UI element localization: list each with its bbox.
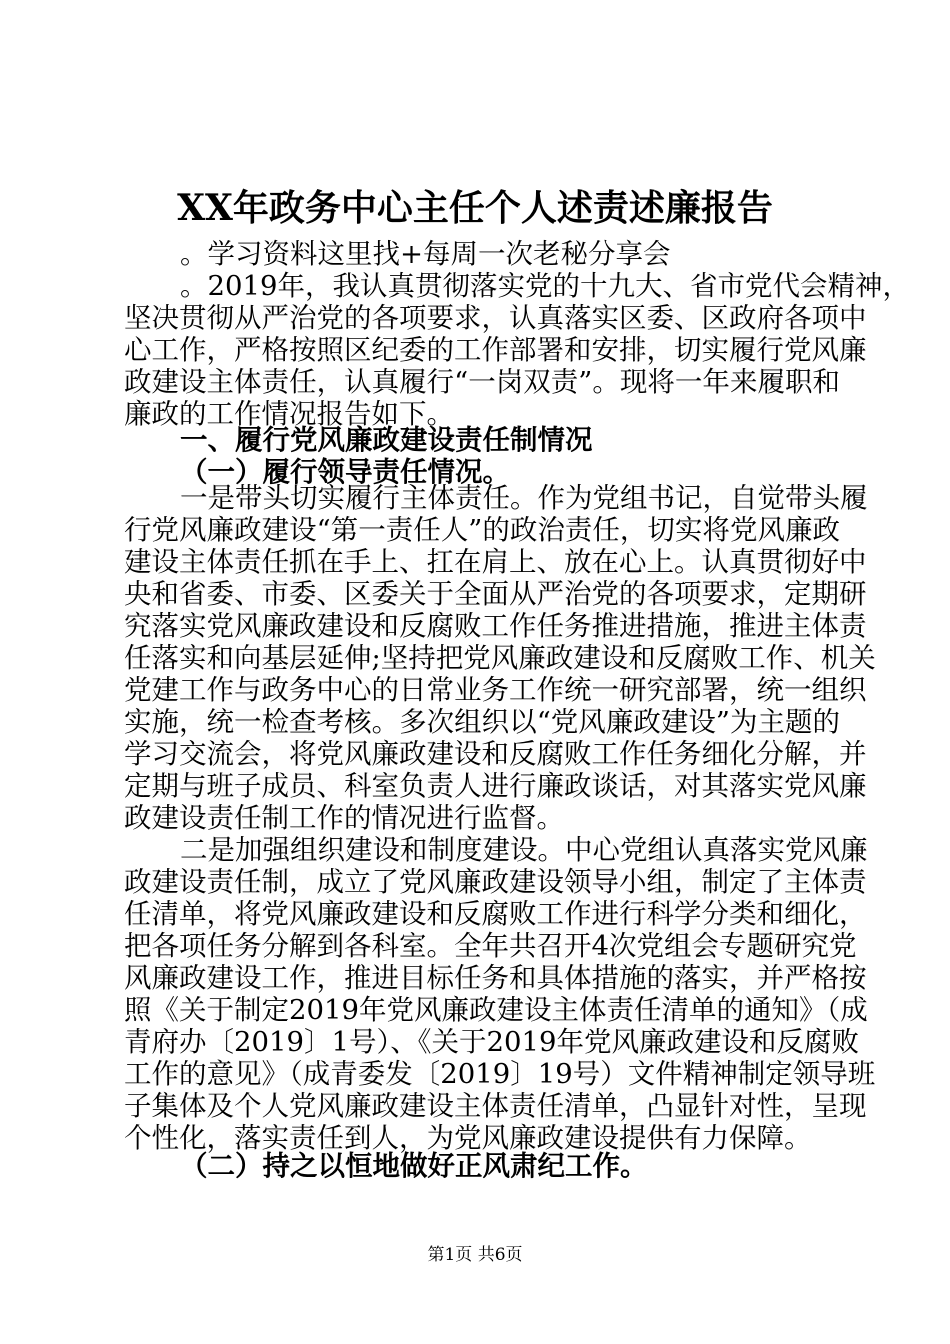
paragraph-line: 定期与班子成员、科室负责人进行廉政谈话，对其落实党风廉 xyxy=(124,770,867,802)
paragraph-line: 政建设主体责任，认真履行“一岗双责”。现将一年来履职和 xyxy=(124,366,840,398)
section-heading: 一、履行党风廉政建设责任制情况 xyxy=(180,424,593,456)
paragraph-line: 。2019年，我认真贯彻落实党的十九大、省市党代会精神， xyxy=(180,270,910,302)
paragraph-line: 政建设责任制，成立了党风廉政建设领导小组，制定了主体责 xyxy=(124,866,867,898)
document-title: XX年政务中心主任个人述责述廉报告 xyxy=(177,187,773,229)
paragraph-line: 行党风廉政建设“第一责任人”的政治责任，切实将党风廉政 xyxy=(124,514,840,546)
paragraph-line: 二是加强组织建设和制度建设。中心党组认真落实党风廉 xyxy=(180,834,868,866)
paragraph-line: 廉政的工作情况报告如下。 xyxy=(124,398,454,430)
page-number: 第1页 共6页 xyxy=(427,1245,523,1265)
subsection-heading: （二）持之以恒地做好正风肃纪工作。 xyxy=(180,1150,648,1182)
paragraph-line: 坚决贯彻从严治党的各项要求，认真落实区委、区政府各项中 xyxy=(124,302,867,334)
paragraph-line: 央和省委、市委、区委关于全面从严治党的各项要求，定期研 xyxy=(124,578,867,610)
paragraph-line: 政建设责任制工作的情况进行监督。 xyxy=(124,802,564,834)
paragraph-line: 党建工作与政务中心的日常业务工作统一研究部署，统一组织 xyxy=(124,674,867,706)
paragraph-line: 建设主体责任抓在手上、扛在肩上、放在心上。认真贯彻好中 xyxy=(124,546,867,578)
paragraph-line: 学习交流会，将党风廉政建设和反腐败工作任务细化分解，并 xyxy=(124,738,867,770)
paragraph-line: 究落实党风廉政建设和反腐败工作任务推进措施，推进主体责 xyxy=(124,610,867,642)
paragraph-line: 把各项任务分解到各科室。全年共召开4次党组会专题研究党 xyxy=(124,930,857,962)
paragraph-line: 照《关于制定2019年党风廉政建设主体责任清单的通知》（成 xyxy=(124,994,868,1026)
subsection-heading: （一）履行领导责任情况。 xyxy=(180,456,510,488)
paragraph-line: 子集体及个人党风廉政建设主体责任清单，凸显针对性，呈现 xyxy=(124,1090,867,1122)
paragraph-line: 工作的意见》（成青委发〔2019〕19号）文件精神制定领导班 xyxy=(124,1058,876,1090)
paragraph-line: 实施，统一检查考核。多次组织以“党风廉政建设”为主题的 xyxy=(124,706,840,738)
paragraph-line: 风廉政建设工作，推进目标任务和具体措施的落实，并严格按 xyxy=(124,962,867,994)
paragraph-line: 个性化，落实责任到人，为党风廉政建设提供有力保障。 xyxy=(124,1122,812,1154)
paragraph-line: 任清单，将党风廉政建设和反腐败工作进行科学分类和细化， xyxy=(124,898,867,930)
paragraph-line: 青府办〔2019〕1号）、《关于2019年党风廉政建设和反腐败 xyxy=(124,1026,859,1058)
paragraph-line: 一是带头切实履行主体责任。作为党组书记，自觉带头履 xyxy=(180,482,868,514)
paragraph-line: 任落实和向基层延伸;坚持把党风廉政建设和反腐败工作、机关 xyxy=(124,642,876,674)
intro-note-line: 。学习资料这里找+每周一次老秘分享会 xyxy=(180,238,671,270)
paragraph-line: 心工作，严格按照区纪委的工作部署和安排，切实履行党风廉 xyxy=(124,334,867,366)
